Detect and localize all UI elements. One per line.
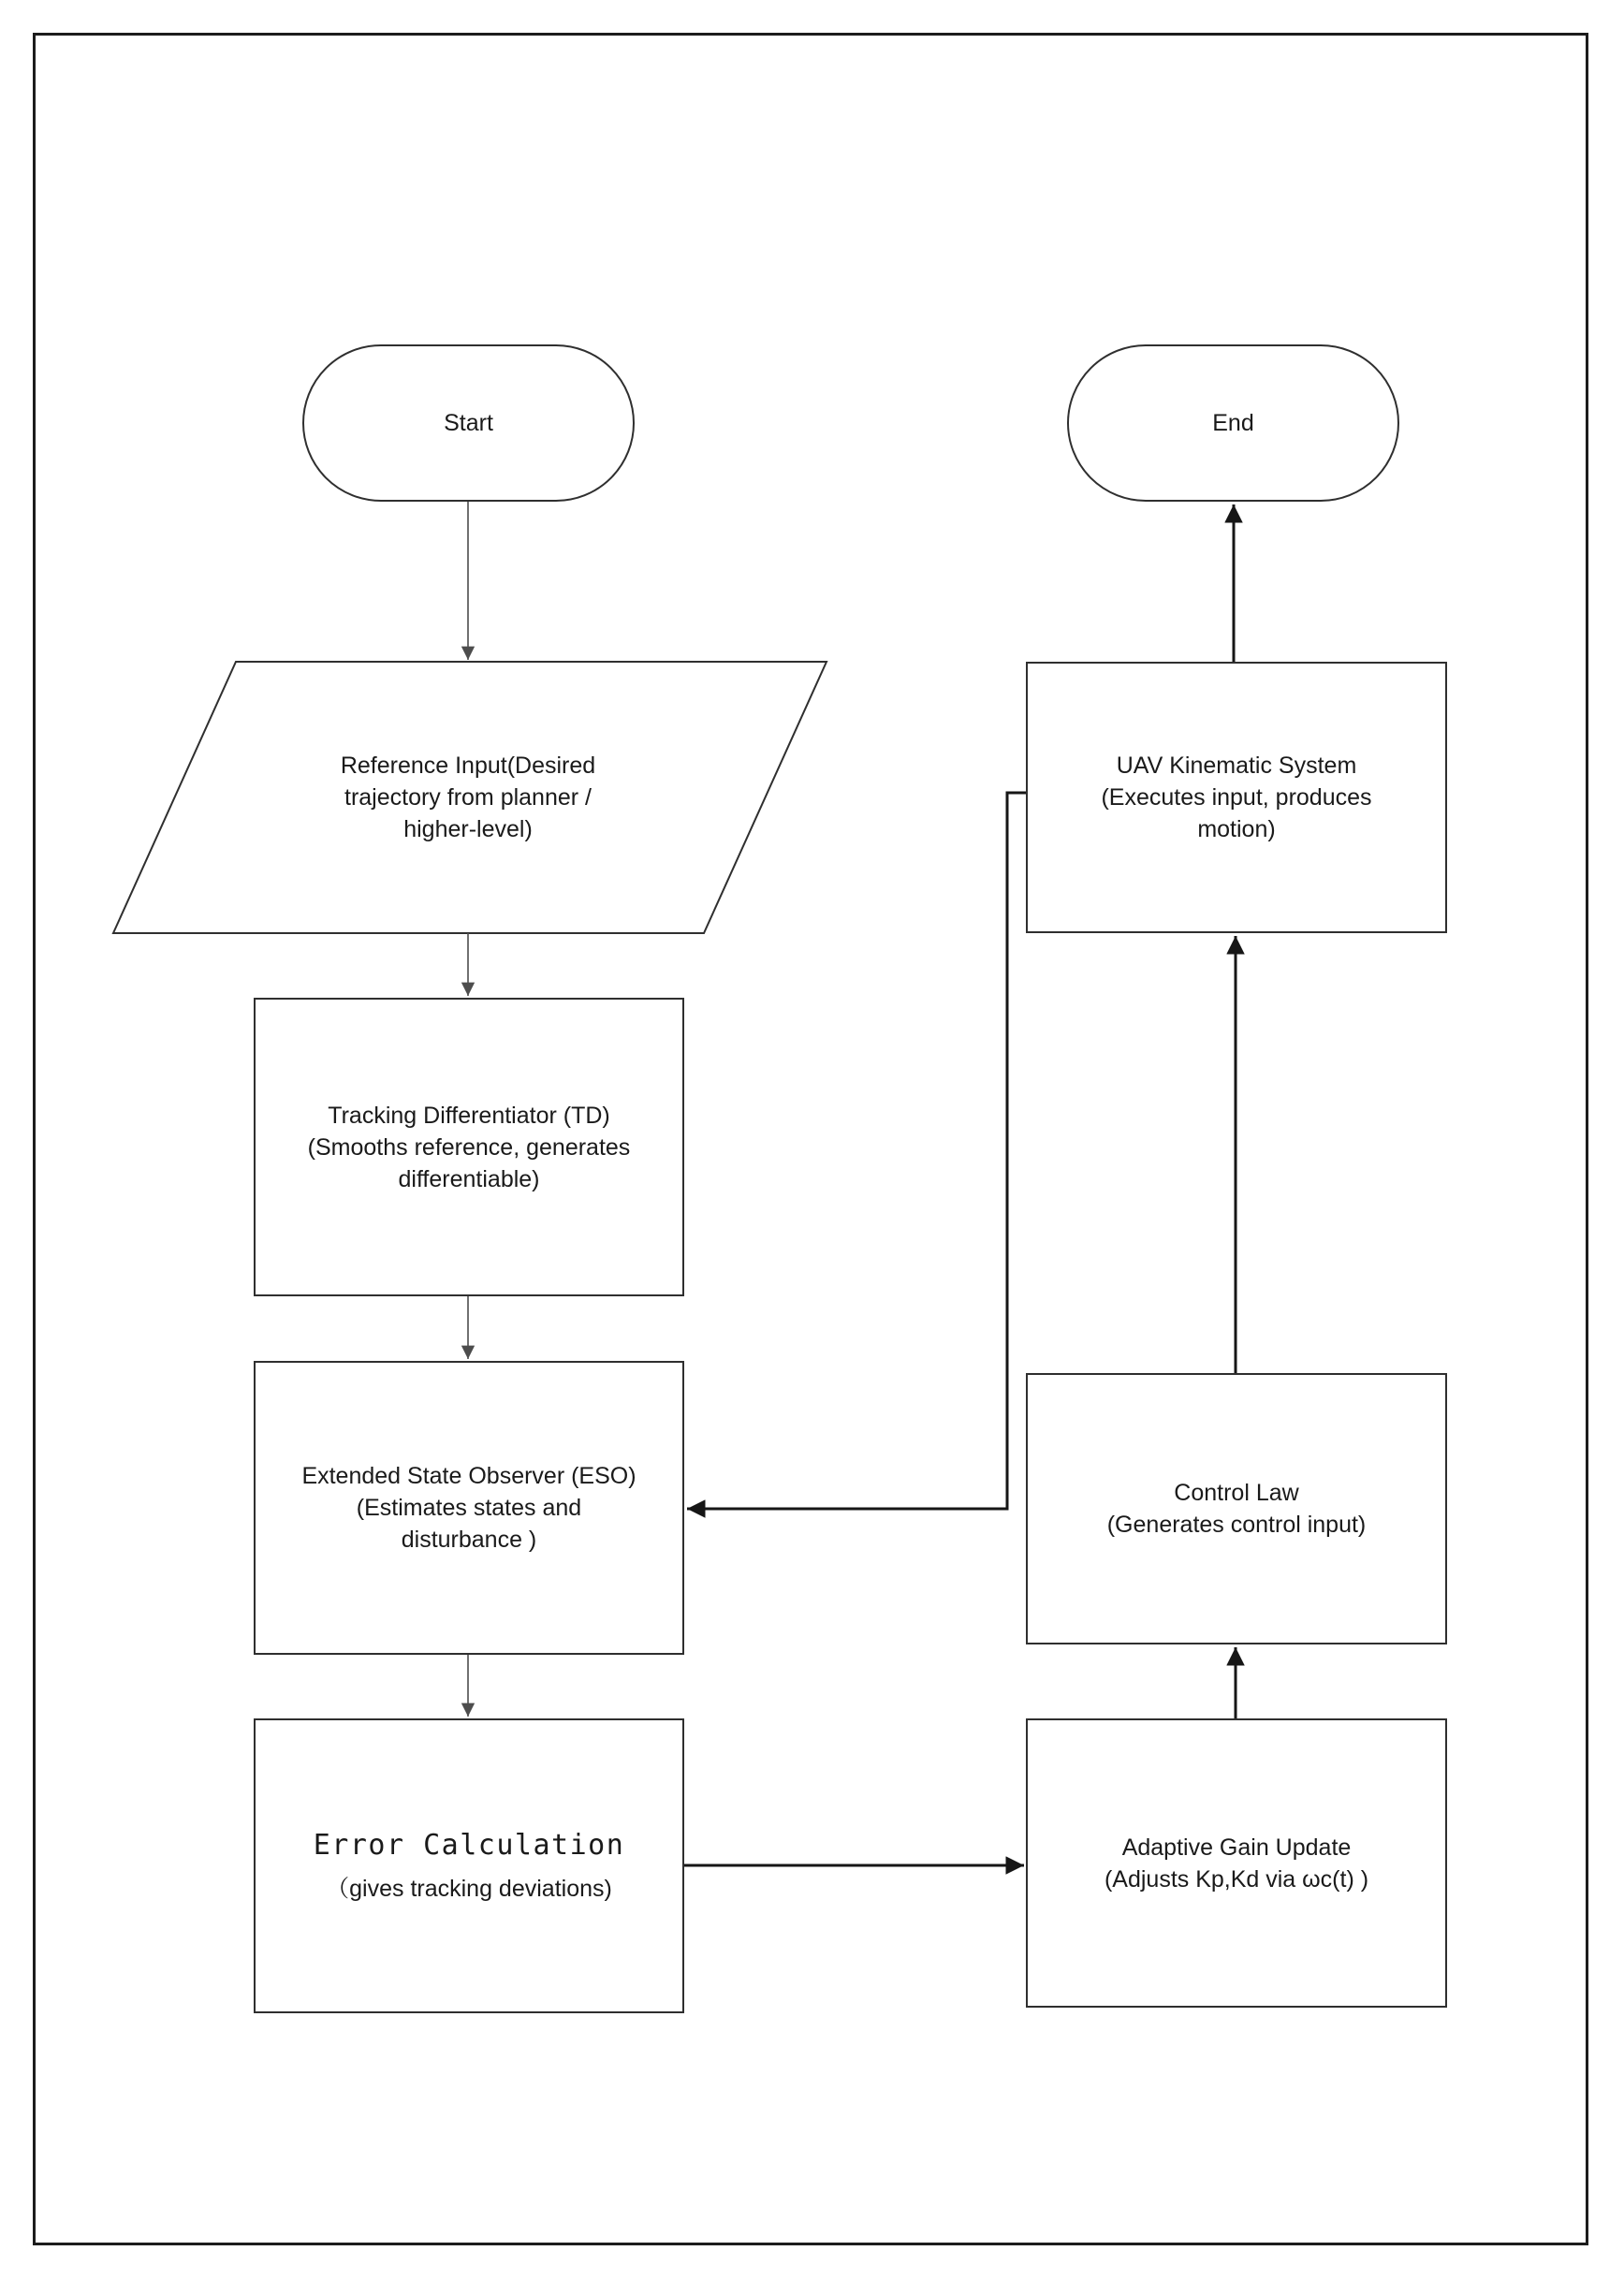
error-calculation-line: Error Calculation (313, 1828, 625, 1862)
reference-input-line: Reference Input(Desired (340, 753, 596, 779)
eso-line: disturbance ) (401, 1527, 537, 1553)
control-law-line: Control Law (1174, 1480, 1299, 1506)
start-label: Start (444, 410, 493, 436)
node-end (1067, 344, 1399, 502)
reference-input-line: trajectory from planner / (344, 784, 592, 811)
eso-line: (Estimates states and (356, 1495, 582, 1521)
eso-line: Extended State Observer (ESO) (301, 1463, 636, 1489)
control-law-line: (Generates control input) (1106, 1512, 1367, 1538)
node-adaptive-gain-update (1026, 1718, 1447, 2008)
node-uav-kinematic-system (1026, 662, 1447, 933)
node-error-calculation (254, 1718, 684, 2013)
node-tracking-differentiator (254, 998, 684, 1296)
uav-kinematic-system-line: motion) (1197, 816, 1276, 842)
tracking-differentiator-line: Tracking Differentiator (TD) (328, 1102, 610, 1129)
node-reference-input (187, 683, 749, 912)
error-calculation-line: （gives tracking deviations) (326, 1875, 612, 1902)
uav-kinematic-system-line: UAV Kinematic System (1116, 753, 1357, 779)
tracking-differentiator-line: differentiable) (398, 1165, 540, 1192)
end-label: End (1212, 410, 1254, 436)
adaptive-gain-update-line: Adaptive Gain Update (1121, 1834, 1352, 1861)
adaptive-gain-update-line: (Adjusts Kp,Kd via ωc(t) ) (1104, 1865, 1369, 1893)
uav-kinematic-system-line: (Executes input, produces (1101, 784, 1372, 811)
node-eso (254, 1361, 684, 1655)
node-start (302, 344, 635, 502)
node-control-law (1026, 1373, 1447, 1644)
reference-input-line: higher-level) (403, 816, 533, 842)
tracking-differentiator-line: (Smooths reference, generates (307, 1133, 631, 1161)
